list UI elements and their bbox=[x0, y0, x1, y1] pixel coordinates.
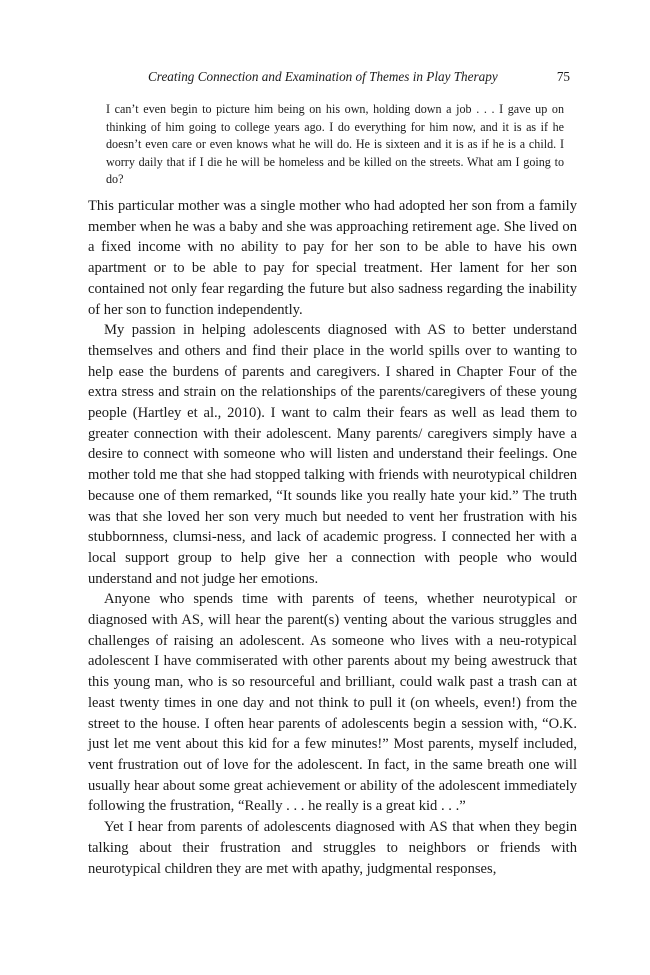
running-head bbox=[88, 67, 576, 87]
paragraph: My passion in helping adolescents diagnosed with AS to better understand themselves and others and find their place in the world spills over to wanting to help ease the burdens of parents and caregivers. I shared in Chapter Four of the extra stress and strain on the relationships of the parents/caregivers of these young people (Hartley et al., 2010). I want to calm their fears as well as lead them to greater connection with their adolescent. Many parents/ caregivers simply have a desire to connect with someone who will listen and understand their feelings. One mother told me that she had stopped talking with friends with neurotypical children because one of them remarked, “It sounds like you really hate your kid.” The truth was that she loved her son very much but needed to vent her frustration with his stubbornness, clumsi-ness, and lack of academic progress. I connected her with a local support group to help give her a connection with people who would understand and not judge her emotions. bbox=[88, 322, 577, 587]
running-title: Creating Connection and Examination of Themes in Play Therapy bbox=[148, 69, 498, 84]
paragraph: This particular mother was a single mother who had adopted her son from a family member when he was a baby and she was approaching retirement age. She lived on a fixed income with no ability to pay for her son to be able to have his own apartment or to be able to pay for special treatment. Her lament for her son contained not only fear regarding the future but also sadness regarding the inability of her son to function independently. bbox=[88, 198, 577, 318]
paragraph: Anyone who spends time with parents of teens, whether neurotypical or diagnosed with AS, will hear the parent(s) venting about the various struggles and challenges of raising an adolescent. As someone who lives with a neu-rotypical adolescent I have commiserated with other parents about my being awestruck that this young man, who is so resourceful and brilliant, could walk past a trash can at least twenty times in one day and not think to pull it (on wheels, even!) from the street to the house. I often hear parents of adolescents begin a session with, “O.K. just let me vent about this kid for a few minutes!” Most parents, myself included, vent frustration out of love for the adolescent. In fact, in the same breath one will usually hear about some great achievement or ability of the adolescent immediately following the frustration, “Really . . . he really is a great kid . . .” bbox=[88, 591, 577, 815]
block-quote: I can’t even begin to picture him being on his own, holding down a job . . . I gave up on thinking of him going to college years ago. I do everything for him now, and it is as if he doesn’t even care or even knows what he will do. He is sixteen and it is as if he is a child. I worry daily that if I die he will be homeless and be killed on the streets. What am I going to do? bbox=[106, 102, 564, 187]
page-number: 75 bbox=[556, 69, 570, 84]
body-text bbox=[88, 196, 577, 879]
paragraph: Yet I hear from parents of adolescents diagnosed with AS that when they begin talking about their frustration and struggles to neighbors or friends with neurotypical children they are met with apathy, judgmental responses, bbox=[88, 819, 577, 877]
